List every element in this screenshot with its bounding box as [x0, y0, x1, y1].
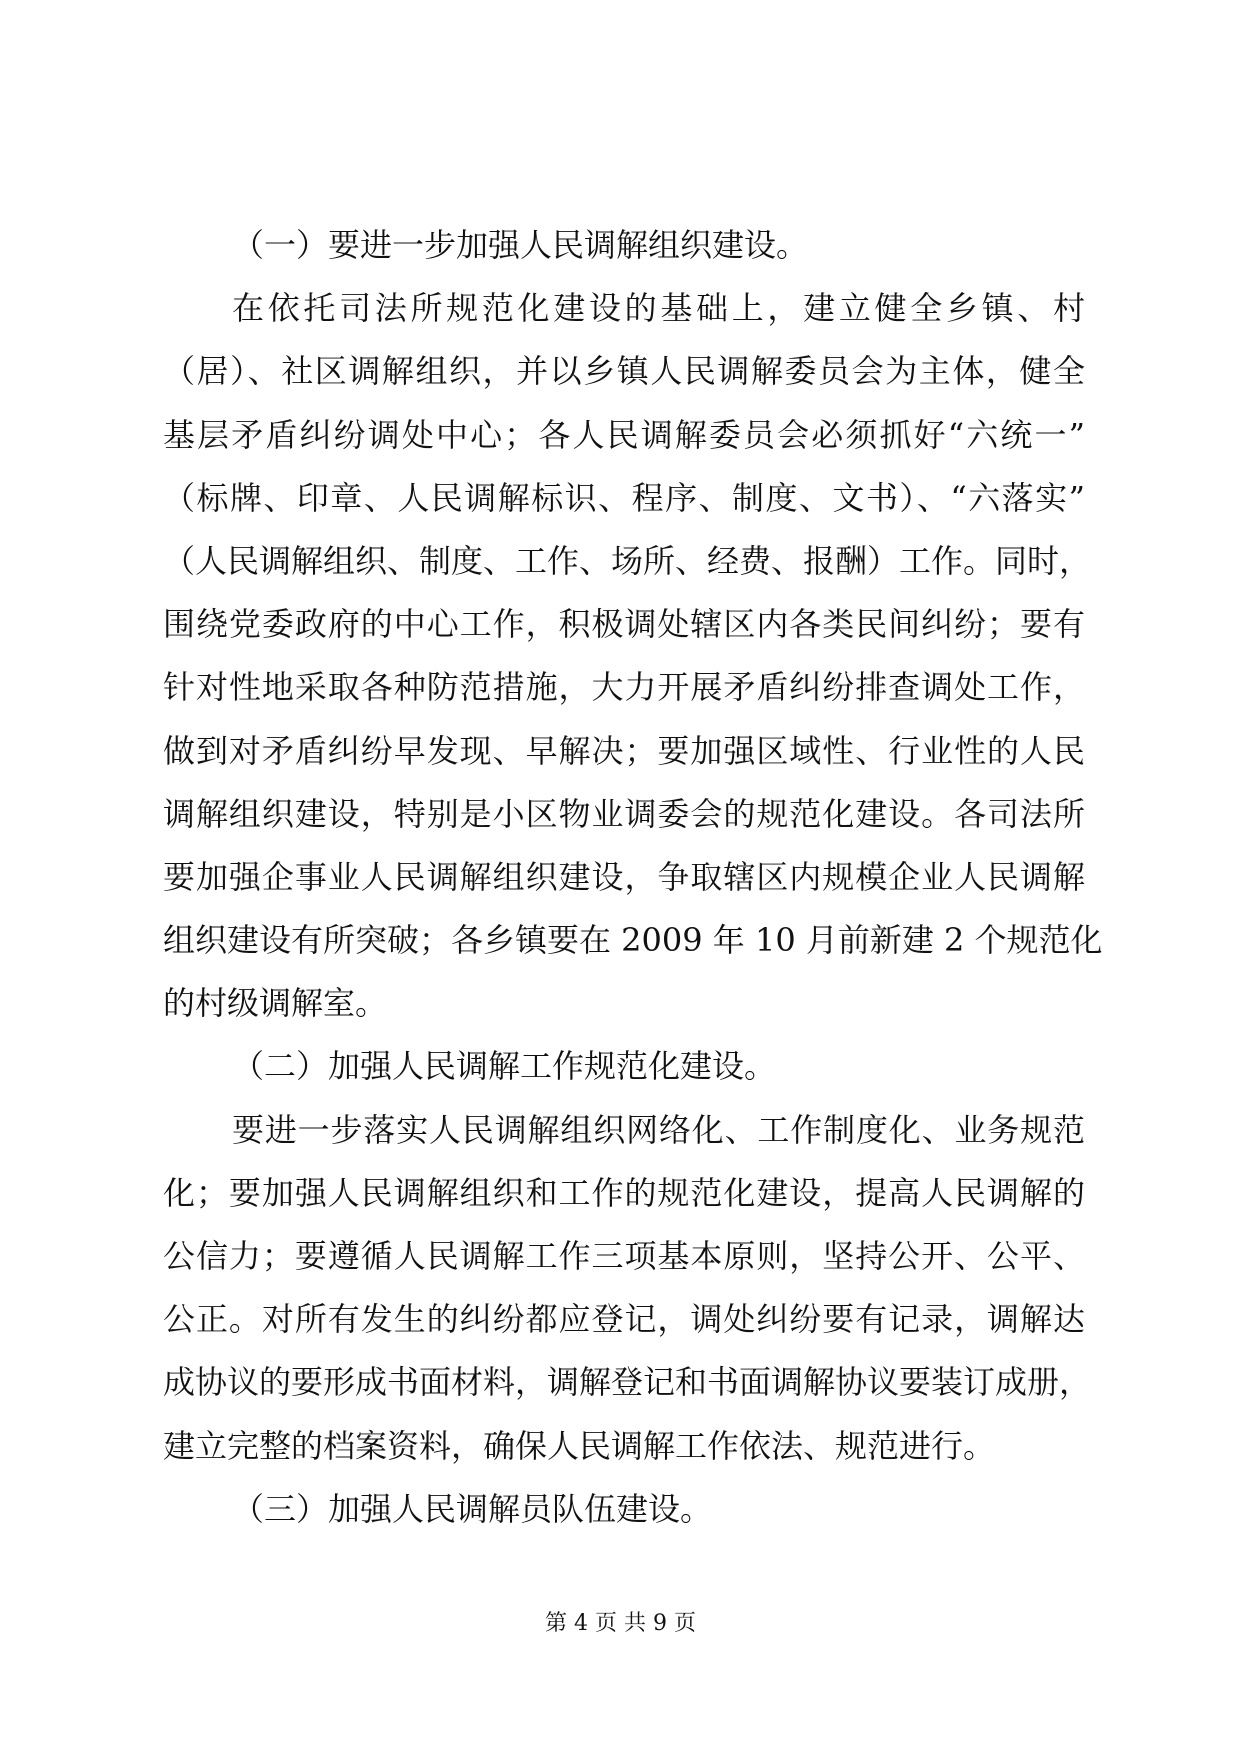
paragraph-line: （标牌、印章、人民调解标识、程序、制度、文书）、“六落实” — [163, 478, 1085, 517]
document-body — [163, 214, 1103, 1541]
paragraph-line: 公正。对所有发生的纠纷都应登记，调处纠纷要有记录，调解达 — [163, 1300, 1085, 1339]
paragraph-line: 要进一步落实人民调解组织网络化、工作制度化、业务规范 — [232, 1110, 1085, 1149]
paragraph-line: 公信力；要遵循人民调解工作三项基本原则，坚持公开、公平、 — [163, 1237, 1085, 1275]
paragraph-line: 围绕党委政府的中心工作，积极调处辖区内各类民间纠纷；要有 — [163, 605, 1085, 644]
paragraph-line: 的村级调解室。 — [163, 984, 388, 1023]
paragraph-line: 化；要加强人民调解组织和工作的规范化建设，提高人民调解的 — [163, 1173, 1085, 1212]
page-number-footer: 第 4 页 共 9 页 — [545, 1611, 696, 1636]
paragraph-line: 组织建设有所突破；各乡镇要在 2009 年 10 月前新建 2 个规范化 — [163, 921, 1103, 960]
paragraph-line: 在依托司法所规范化建设的基础上，建立健全乡镇、村 — [232, 289, 1085, 328]
paragraph-line: 成协议的要形成书面材料，调解登记和书面调解协议要装订成册， — [163, 1363, 1092, 1402]
paragraph-line: 要加强企事业人民调解组织建设，争取辖区内规模企业人民调解 — [163, 857, 1085, 896]
section-heading-2: （二）加强人民调解工作规范化建设。 — [232, 1047, 777, 1086]
paragraph-line: 基层矛盾纠纷调处中心；各人民调解委员会必须抓好“六统一” — [163, 415, 1085, 454]
paragraph-line: 做到对矛盾纠纷早发现、早解决；要加强区域性、行业性的人民 — [163, 731, 1085, 770]
paragraph-line: （居）、社区调解组织，并以乡镇人民调解委员会为主体，健全 — [163, 352, 1085, 391]
paragraph-line: 调解组织建设，特别是小区物业调委会的规范化建设。各司法所 — [163, 794, 1085, 833]
section-heading-3: （三）加强人民调解员队伍建设。 — [232, 1489, 713, 1528]
section-heading-1: （一）要进一步加强人民调解组织建设。 — [232, 226, 809, 264]
paragraph-line: 针对性地采取各种防范措施，大力开展矛盾纠纷排查调处工作， — [163, 668, 1085, 707]
paragraph-line: 建立完整的档案资料，确保人民调解工作依法、规范进行。 — [163, 1426, 996, 1465]
paragraph-line: （人民调解组织、制度、工作、场所、经费、报酬）工作。同时， — [163, 541, 1092, 580]
